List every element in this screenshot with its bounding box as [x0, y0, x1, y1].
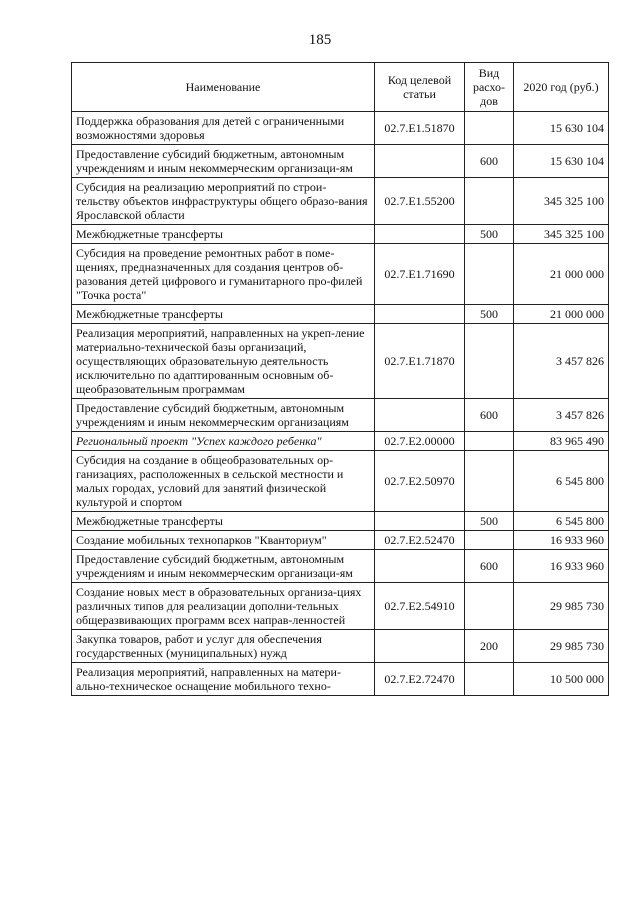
table-row: [72, 244, 609, 305]
cell-code: [375, 630, 465, 663]
cell-name: Предоставление субсидий бюджетным, автономным учреждениям и иным некоммерческим организациям: [72, 399, 375, 432]
cell-name: Межбюджетные трансферты: [72, 305, 375, 324]
cell-amount: 15 630 104: [514, 145, 609, 178]
cell-name: Субсидия на реализацию мероприятий по строи-тельству объектов инфраструктуры общего образо-вания Ярославской области: [72, 178, 375, 225]
cell-code: [375, 305, 465, 324]
cell-name: Межбюджетные трансферты: [72, 225, 375, 244]
table-body: [72, 112, 609, 696]
cell-code: 02.7.E2.52470: [375, 531, 465, 550]
cell-name: Поддержка образования для детей с ограниченными возможностями здоровья: [72, 112, 375, 145]
cell-type: 200: [465, 630, 514, 663]
table-row: [72, 112, 609, 145]
table-row: [72, 399, 609, 432]
table-header-row: [72, 63, 609, 112]
page-number: 185: [308, 32, 332, 48]
cell-code: [375, 225, 465, 244]
cell-amount: 83 965 490: [514, 432, 609, 451]
cell-code: 02.7.E1.51870: [375, 112, 465, 145]
cell-code: [375, 145, 465, 178]
cell-type: 600: [465, 399, 514, 432]
cell-type: [465, 663, 514, 696]
cell-code: 02.7.E1.71870: [375, 324, 465, 399]
cell-amount: 345 325 100: [514, 178, 609, 225]
cell-amount: 10 500 000: [514, 663, 609, 696]
cell-amount: 29 985 730: [514, 583, 609, 630]
cell-amount: 21 000 000: [514, 305, 609, 324]
cell-amount: 3 457 826: [514, 399, 609, 432]
table-row: [72, 630, 609, 663]
budget-table: [71, 62, 609, 696]
cell-code: 02.7.E1.71690: [375, 244, 465, 305]
cell-code: [375, 512, 465, 531]
cell-amount: 29 985 730: [514, 630, 609, 663]
cell-type: [465, 583, 514, 630]
cell-type: [465, 531, 514, 550]
cell-amount: 6 545 800: [514, 451, 609, 512]
cell-amount: 345 325 100: [514, 225, 609, 244]
cell-name: Субсидия на создание в общеобразовательных ор-ганизациях, расположенных в сельской местности и малых городах, условий для занятий физической культурой и спортом: [72, 451, 375, 512]
cell-code: 02.7.E2.00000: [375, 432, 465, 451]
cell-type: [465, 432, 514, 451]
cell-type: 600: [465, 145, 514, 178]
table-row: [72, 583, 609, 630]
table-row: [72, 324, 609, 399]
header-code: Код целевой статьи: [375, 63, 465, 112]
cell-type: [465, 244, 514, 305]
header-name: Наименование: [72, 63, 375, 112]
table-row: [72, 145, 609, 178]
cell-type: 500: [465, 225, 514, 244]
cell-type: [465, 324, 514, 399]
cell-amount: 3 457 826: [514, 324, 609, 399]
cell-name: Межбюджетные трансферты: [72, 512, 375, 531]
cell-amount: 16 933 960: [514, 550, 609, 583]
cell-amount: 16 933 960: [514, 531, 609, 550]
table-row: [72, 550, 609, 583]
header-amount: 2020 год (руб.): [514, 63, 609, 112]
cell-type: 600: [465, 550, 514, 583]
cell-amount: 15 630 104: [514, 112, 609, 145]
table-row: [72, 305, 609, 324]
table-row: [72, 432, 609, 451]
header-type: Вид расхо-дов: [465, 63, 514, 112]
cell-amount: 6 545 800: [514, 512, 609, 531]
cell-name: Реализация мероприятий, направленных на укреп-ление материально-технической базы организаций, осуществляющих образовательную деятельность исключительно по адаптированным основным об-щеобразовательным программам: [72, 324, 375, 399]
table-row: [72, 531, 609, 550]
cell-name: Создание новых мест в образовательных организа-циях различных типов для реализации дополни-тельных общеразвивающих программ всех направ-ленностей: [72, 583, 375, 630]
cell-code: 02.7.E2.50970: [375, 451, 465, 512]
table-row: [72, 178, 609, 225]
cell-type: [465, 112, 514, 145]
cell-code: 02.7.E2.54910: [375, 583, 465, 630]
cell-name: Региональный проект "Успех каждого ребенка": [72, 432, 375, 451]
cell-type: [465, 451, 514, 512]
cell-code: [375, 399, 465, 432]
table-row: [72, 512, 609, 531]
cell-name: Создание мобильных технопарков "Кванториум": [72, 531, 375, 550]
cell-type: 500: [465, 305, 514, 324]
cell-amount: 21 000 000: [514, 244, 609, 305]
table-row: [72, 663, 609, 696]
cell-name: Предоставление субсидий бюджетным, автономным учреждениям и иным некоммерческим организаци-ям: [72, 550, 375, 583]
cell-code: [375, 550, 465, 583]
table-row: [72, 451, 609, 512]
cell-name: Субсидия на проведение ремонтных работ в поме-щениях, предназначенных для создания центров об-разования детей цифрового и гуманитарного про-филей "Точка роста": [72, 244, 375, 305]
cell-code: 02.7.E1.55200: [375, 178, 465, 225]
cell-type: [465, 178, 514, 225]
cell-type: 500: [465, 512, 514, 531]
cell-code: 02.7.E2.72470: [375, 663, 465, 696]
cell-name: Реализация мероприятий, направленных на матери-ально-техническое оснащение мобильного техно-: [72, 663, 375, 696]
table-row: [72, 225, 609, 244]
cell-name: Закупка товаров, работ и услуг для обеспечения государственных (муниципальных) нужд: [72, 630, 375, 663]
cell-name: Предоставление субсидий бюджетным, автономным учреждениям и иным некоммерческим организаци-ям: [72, 145, 375, 178]
